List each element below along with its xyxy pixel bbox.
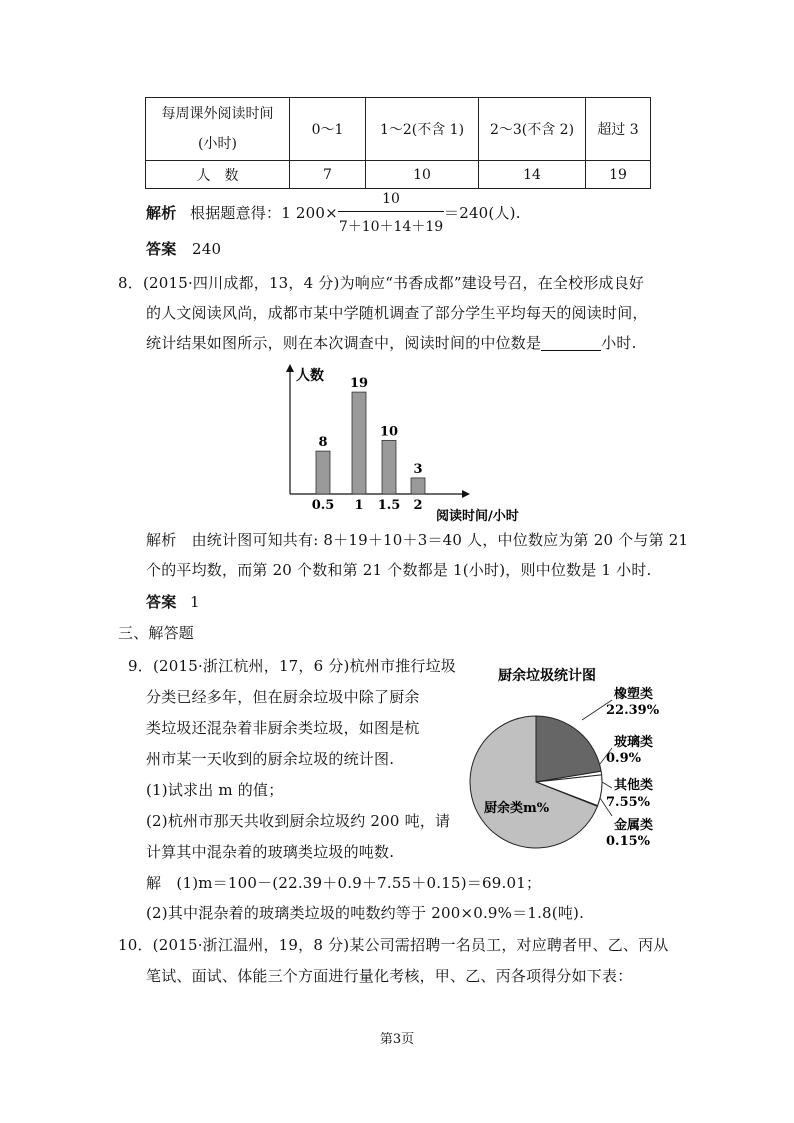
analysis-tag: 解析	[146, 204, 177, 222]
pie-slice-label: 金属类	[614, 818, 654, 833]
question-8-analysis-line1: 解析 由统计图可知共有: 8＋19＋10＋3＝40 人，中位数应为第 20 个与第 21	[146, 531, 689, 549]
question-8-line3-text: 统计结果如图所示，则在本次调查中，阅读时间的中位数是	[146, 334, 542, 352]
fraction-numerator: 10	[382, 191, 400, 207]
table-cell: 7	[290, 161, 366, 189]
x-tick-label: 0.5	[311, 498, 335, 513]
question-8-line3	[146, 336, 637, 351]
y-axis-label: 人数	[296, 368, 324, 384]
kitchen-waste-pie-chart	[464, 660, 704, 860]
table-col-header: 0～1	[290, 98, 366, 161]
table-col-header: 2～3(不含 2)	[479, 98, 586, 161]
x-tick-label: 1	[354, 498, 364, 513]
question-9-line1: 9．(2015·浙江杭州，17，6 分)杭州市推行垃圾	[128, 657, 456, 675]
x-tick-label: 2	[413, 498, 423, 513]
table-row-label: 人 数	[146, 161, 290, 189]
question-8-line3-end: 小时.	[601, 334, 637, 352]
bar-value-label: 8	[318, 435, 328, 451]
analysis-result: ＝240(人).	[444, 204, 521, 222]
pie-slice-label: 橡塑类	[614, 687, 654, 702]
question-8-analysis-line2: 个的平均数，而第 20 个数和第 21 个数都是 1(小时)，则中位数是 1 小时.	[146, 561, 652, 579]
question-9-solution-line1: 解 (1)m＝100－(22.39＋0.9＋7.55＋0.15)＝69.01；	[146, 874, 542, 892]
bar	[352, 392, 366, 494]
bar-value-label: 3	[413, 461, 423, 477]
answer-blank	[541, 336, 601, 351]
bar	[411, 478, 425, 494]
pie-slice-label: 玻璃类	[614, 735, 654, 750]
x-axis-label: 阅读时间/小时	[436, 509, 519, 524]
table-cell: 10	[366, 161, 479, 189]
answer-tag: 答案	[146, 240, 177, 258]
table-cell: 19	[586, 161, 651, 189]
pie-chart-group	[470, 667, 660, 849]
reading-time-table	[145, 97, 651, 189]
table-col-header: 1～2(不含 1)	[366, 98, 479, 161]
table-header-label	[146, 98, 290, 161]
question-9-line3: 类垃圾还混杂着非厨余类垃圾，如图是杭	[146, 719, 420, 737]
x-tick-label: 1.5	[377, 498, 401, 513]
question-10-line2: 笔试、面试、体能三个方面进行量化考核，甲、乙、丙各项得分如下表：	[146, 967, 633, 985]
table-col-header: 超过 3	[586, 98, 651, 161]
question-10-line1: 10．(2015·浙江温州，19，8 分)某公司需招聘一名员工，对应聘者甲、乙、丙从	[118, 936, 669, 954]
table-cell: 14	[479, 161, 586, 189]
pie-slice-value: 0.15%	[606, 834, 651, 849]
pie-slice	[536, 716, 601, 782]
table-header-line1: 每周课外阅读时间	[161, 106, 274, 122]
analysis-text: 根据题意得：1 200×	[190, 204, 338, 222]
question-9-line4: 州市某一天收到的厨余垃圾的统计图.	[146, 750, 395, 768]
pie-slice-value: 7.55%	[606, 795, 651, 810]
bar-value-label: 10	[379, 424, 399, 440]
answer-value: 240	[192, 240, 222, 258]
fraction-denominator: 7＋10＋14＋19	[338, 219, 444, 235]
pie-leader-line	[602, 782, 612, 788]
pie-slice-label: 厨余类m%	[484, 801, 550, 816]
question-9-line7: 计算其中混杂着的玻璃类垃圾的吨数.	[146, 843, 395, 861]
bar-value-label: 19	[349, 376, 369, 392]
pie-slice-value: 22.39%	[606, 703, 660, 718]
y-axis-arrow	[286, 364, 294, 372]
question-9-line2: 分类已经多年，但在厨余垃圾中除了厨余	[146, 688, 420, 706]
bar	[382, 440, 396, 494]
bar	[316, 451, 330, 494]
fraction-bar	[338, 211, 444, 212]
reading-bar-chart	[280, 362, 530, 532]
section-title: 三、解答题	[118, 624, 195, 642]
answer-tag: 答案	[146, 593, 177, 611]
question-9-solution-line2: (2)其中混杂着的玻璃类垃圾的吨数约等于 200×0.9%＝1.8(吨).	[146, 904, 585, 922]
table-header-line2: (小时)	[198, 136, 237, 152]
question-8-line2: 的人文阅读风尚，成都市某中学随机调查了部分学生平均每天的阅读时间，	[146, 304, 648, 322]
bar-chart-group	[286, 364, 519, 524]
pie-title: 厨余垃圾统计图	[498, 668, 596, 684]
x-axis-arrow	[462, 490, 470, 498]
page-number: 第3页	[379, 1032, 415, 1047]
question-9-line5: (1)试求出 m 的值；	[146, 781, 284, 799]
pie-slice-value: 0.9%	[606, 751, 641, 766]
question-8-line1: 8．(2015·四川成都，13，4 分)为响应“书香成都”建设号召，在全校形成良好	[118, 274, 645, 292]
question-9-line6: (2)杭州市那天共收到厨余垃圾约 200 吨，请	[146, 812, 451, 830]
pie-slice-label: 其他类	[614, 778, 654, 793]
answer-value: 1	[190, 593, 200, 611]
